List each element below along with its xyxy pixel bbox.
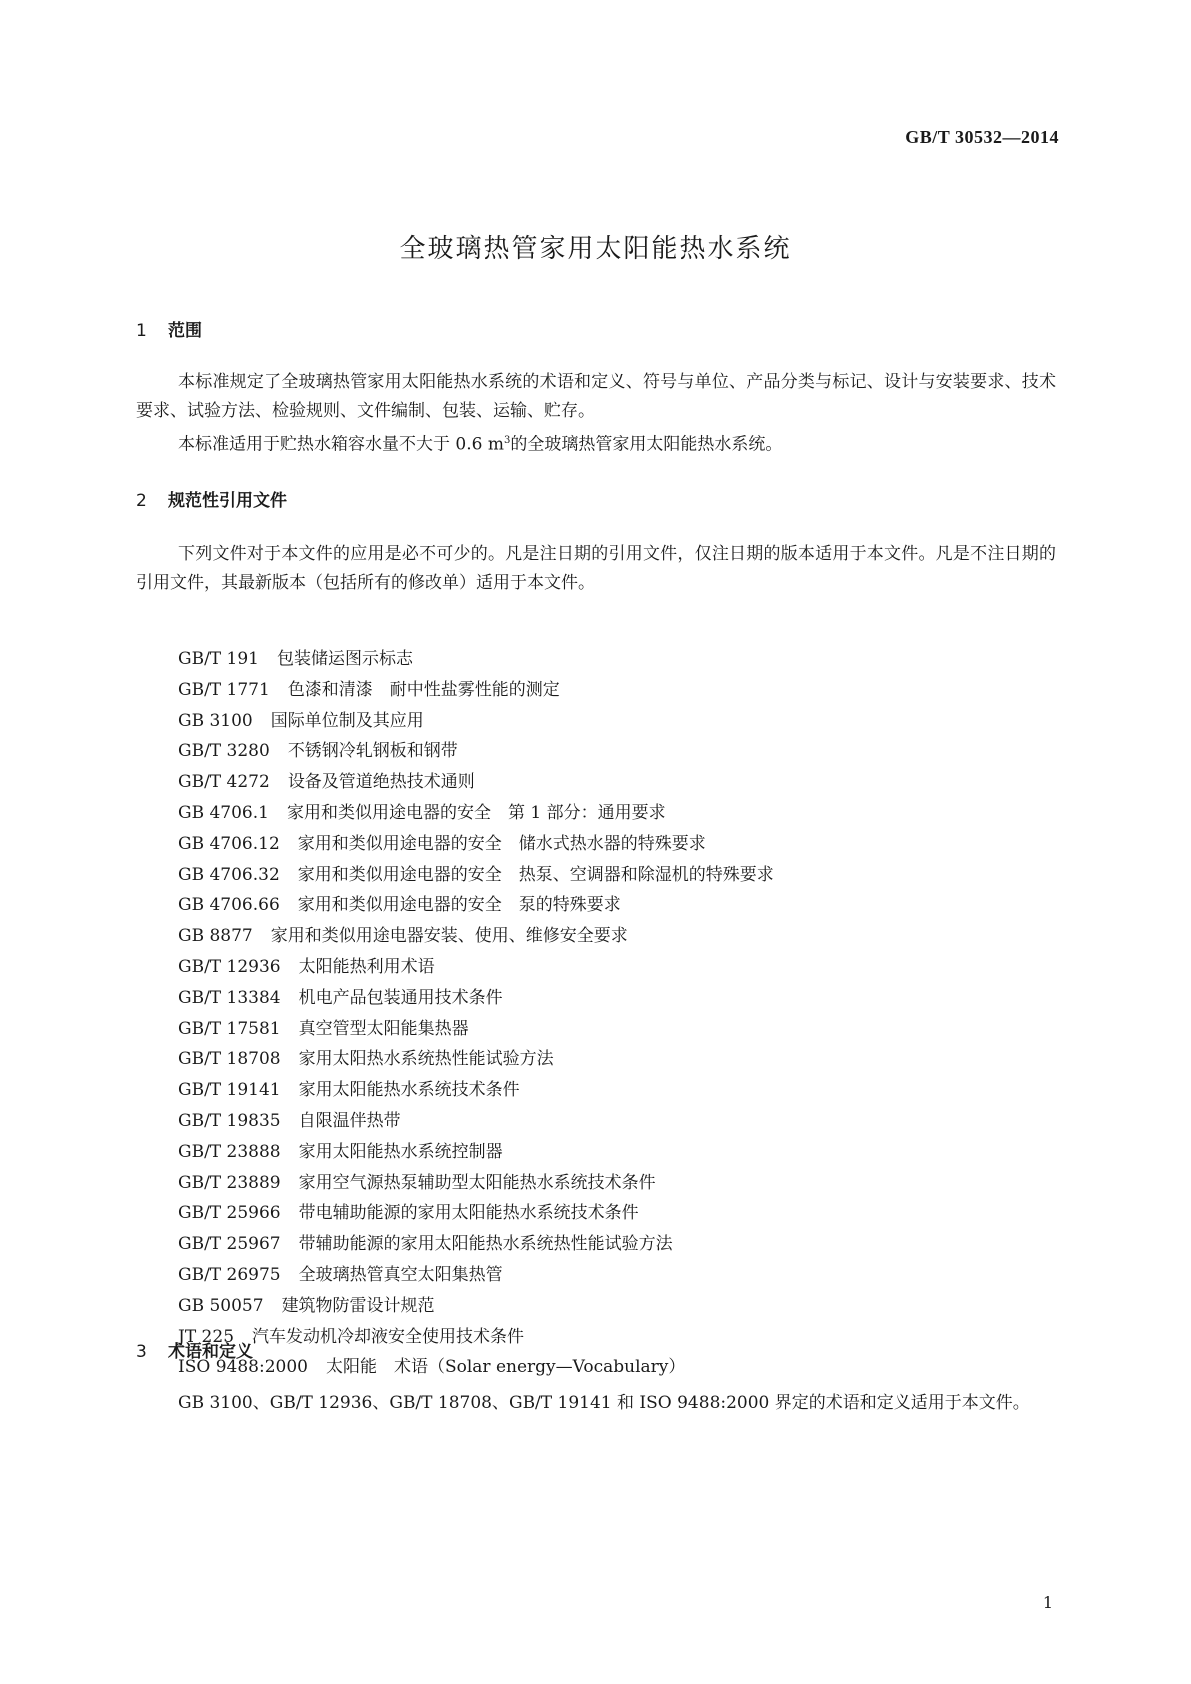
reference-code: GB/T 17581 [178, 1018, 281, 1039]
reference-item [178, 1291, 774, 1322]
scope-p2-text: 本标准适用于贮热水箱容水量不大于 0.6 m [178, 434, 504, 455]
reference-code: GB 3100 [178, 710, 253, 731]
reference-item [178, 952, 774, 983]
section-number: 3 [136, 1342, 147, 1362]
reference-code: GB 8877 [178, 926, 253, 947]
reference-code: ISO 9488:2000 [178, 1357, 308, 1378]
reference-code: GB/T 3280 [178, 741, 270, 762]
section-heading-scope [136, 316, 202, 341]
section-title: 规范性引用文件 [168, 491, 287, 511]
reference-item [178, 1352, 774, 1383]
reference-item [178, 798, 774, 829]
reference-title: 家用和类似用途电器的安全 热泵、空调器和除湿机的特殊要求 [297, 864, 774, 885]
standard-code: GB/T 30532—2014 [905, 127, 1059, 147]
reference-code: GB 4706.1 [178, 802, 269, 823]
reference-title: 真空管型太阳能集热器 [298, 1018, 469, 1039]
scope-paragraph-1: 本标准规定了全玻璃热管家用太阳能热水系统的术语和定义、符号与单位、产品分类与标记、设计与安装要求、技术要求、试验方法、检验规则、文件编制、包装、运输、贮存。 [136, 372, 1056, 421]
reference-item [178, 706, 774, 737]
reference-item [178, 1075, 774, 1106]
reference-title: 家用太阳能热水系统控制器 [298, 1141, 503, 1162]
reference-title: 设备及管道绝热技术通则 [287, 772, 475, 793]
reference-item [178, 736, 774, 767]
reference-title: 家用和类似用途电器的安全 第 1 部分：通用要求 [286, 802, 666, 823]
reference-code: JT 225 [178, 1326, 235, 1347]
reference-item [178, 1168, 774, 1199]
reference-list [178, 644, 774, 1383]
reference-code: GB/T 1771 [178, 679, 270, 700]
section-number: 1 [136, 321, 147, 341]
reference-code: GB/T 18708 [178, 1049, 281, 1070]
reference-code: GB/T 26975 [178, 1264, 281, 1285]
references-intro-paragraph: 下列文件对于本文件的应用是必不可少的。凡是注日期的引用文件，仅注日期的版本适用于本文件。凡是不注日期的引用文件，其最新版本（包括所有的修改单）适用于本文件。 [136, 544, 1056, 593]
reference-item [178, 829, 774, 860]
reference-title: 带辅助能源的家用太阳能热水系统热性能试验方法 [298, 1234, 673, 1255]
reference-item [178, 1014, 774, 1045]
reference-item [178, 890, 774, 921]
reference-title: 包装储运图示标志 [277, 649, 413, 669]
reference-item [178, 860, 774, 891]
reference-title: 家用和类似用途电器的安全 储水式热水器的特殊要求 [297, 833, 706, 854]
section-number: 2 [136, 491, 147, 511]
page-number: 1 [1042, 1593, 1053, 1612]
reference-item [178, 1106, 774, 1137]
reference-title: 国际单位制及其应用 [270, 710, 424, 731]
reference-code: GB/T 12936 [178, 956, 281, 977]
reference-code: GB 4706.66 [178, 895, 280, 916]
reference-title: 家用和类似用途电器的安全 泵的特殊要求 [297, 895, 621, 916]
reference-title: 太阳能热利用术语 [298, 956, 435, 977]
reference-code: GB/T 191 [178, 649, 259, 669]
reference-title: 家用空气源热泵辅助型太阳能热水系统技术条件 [298, 1172, 656, 1193]
reference-title: 家用太阳热水系统热性能试验方法 [298, 1049, 554, 1070]
reference-code: GB/T 19835 [178, 1110, 281, 1131]
reference-code: GB/T 25967 [178, 1234, 281, 1255]
reference-code: GB 4706.32 [178, 864, 280, 885]
reference-item [178, 1229, 774, 1260]
reference-code: GB 50057 [178, 1295, 264, 1316]
reference-title: 带电辅助能源的家用太阳能热水系统技术条件 [298, 1203, 639, 1224]
reference-item [178, 921, 774, 952]
scope-p2-text-end: 的全玻璃热管家用太阳能热水系统。 [510, 434, 783, 455]
section-title: 术语和定义 [168, 1342, 253, 1362]
reference-title: 汽车发动机冷却液安全使用技术条件 [252, 1326, 525, 1347]
reference-item [178, 983, 774, 1014]
superscript: 3 [503, 435, 511, 446]
reference-title: 家用太阳能热水系统技术条件 [298, 1080, 520, 1101]
document-title: 全玻璃热管家用太阳能热水系统 [399, 234, 792, 264]
reference-item [178, 675, 774, 706]
reference-item [178, 644, 774, 675]
reference-item [178, 767, 774, 798]
reference-code: GB/T 25966 [178, 1203, 281, 1224]
reference-item [178, 1260, 774, 1291]
reference-title: 机电产品包装通用技术条件 [298, 987, 503, 1008]
reference-item [178, 1137, 774, 1168]
reference-code: GB/T 19141 [178, 1080, 281, 1101]
reference-code: GB/T 13384 [178, 987, 281, 1008]
reference-title: 不锈钢冷轧钢板和钢带 [287, 741, 458, 762]
section-heading-normative-references [136, 486, 287, 511]
reference-code: GB/T 4272 [178, 772, 270, 793]
reference-code: GB/T 23888 [178, 1141, 281, 1162]
reference-title: 全玻璃热管真空太阳集热管 [298, 1264, 503, 1285]
section-heading-terms-definitions [136, 1337, 253, 1362]
reference-title: 太阳能 术语（Solar energy—Vocabulary） [325, 1357, 686, 1378]
reference-item [178, 1322, 774, 1353]
reference-title: 家用和类似用途电器安装、使用、维修安全要求 [270, 926, 628, 947]
terms-intro-paragraph: GB 3100、GB/T 12936、GB/T 18708、GB/T 19141 和 ISO 9488:2000 界定的术语和定义适用于本文件。 [178, 1393, 1030, 1413]
reference-title: 自限温伴热带 [298, 1110, 401, 1131]
reference-item [178, 1044, 774, 1075]
reference-item [178, 1198, 774, 1229]
section-title: 范围 [168, 321, 202, 341]
reference-title: 色漆和清漆 耐中性盐雾性能的测定 [287, 679, 560, 700]
reference-title: 建筑物防雷设计规范 [281, 1295, 435, 1316]
scope-paragraph-2 [136, 426, 1056, 460]
reference-code: GB/T 23889 [178, 1172, 281, 1193]
reference-code: GB 4706.12 [178, 833, 280, 854]
